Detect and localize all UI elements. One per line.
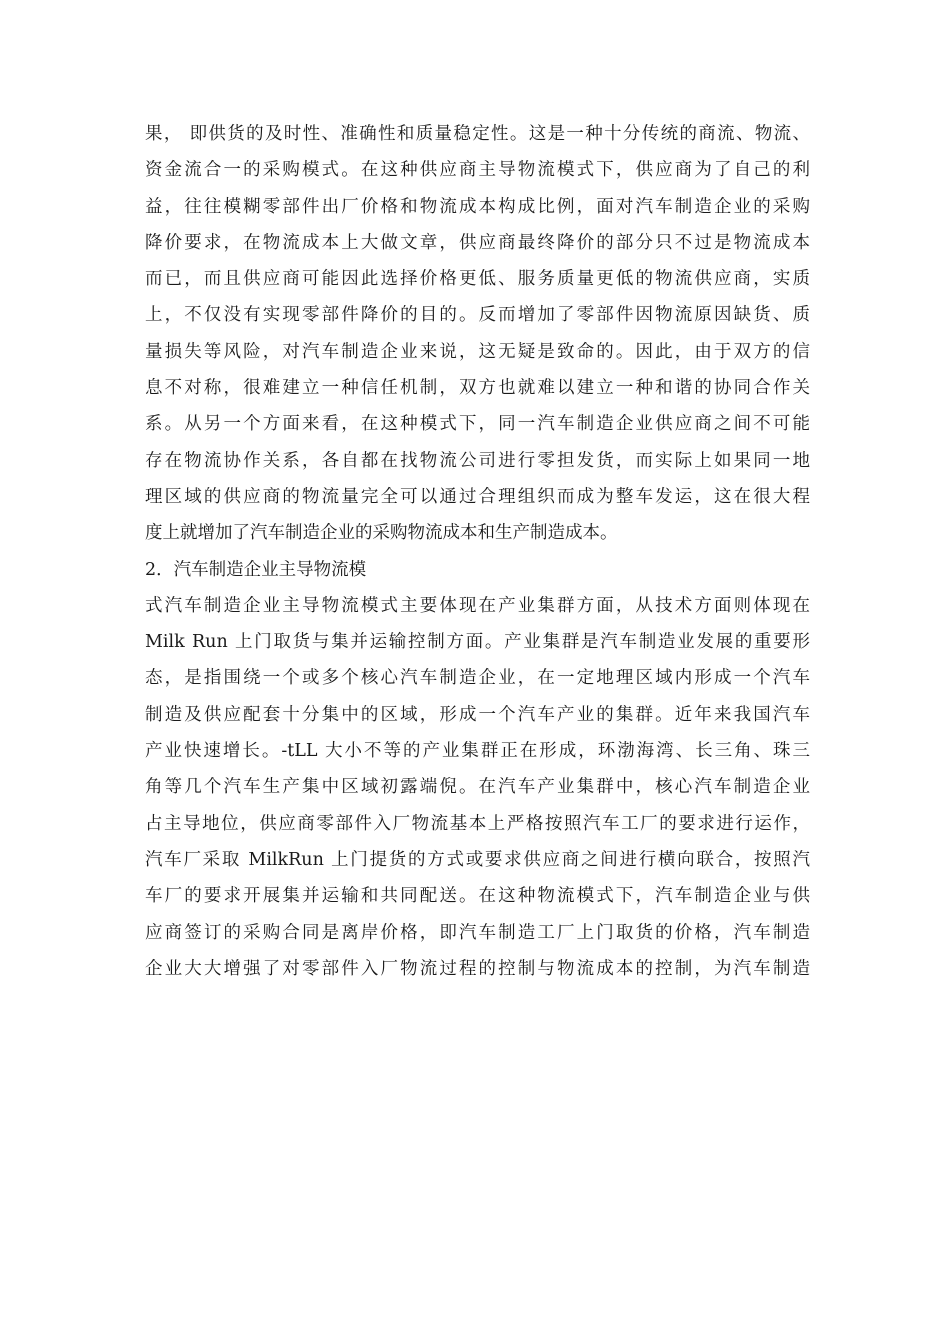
text-line: 制造及供应配套十分集中的区域，形成一个汽车产业的集群。近年来我国汽车 [145, 704, 810, 725]
text-line: 态，是指围绕一个或多个核心汽车制造企业，在一定地理区域内形成一个汽车 [145, 668, 810, 689]
text-line: 应商签订的采购合同是离岸价格，即汽车制造工厂上门取货的价格，汽车制造 [145, 922, 810, 943]
text-line: 占主导地位，供应商零部件入厂物流基本上严格按照汽车工厂的要求进行运作， [145, 813, 810, 834]
text-line: 度上就增加了汽车制造企业的采购物流成本和生产制造成本。 [145, 523, 618, 544]
text-line: 企业大大增强了对零部件入厂物流过程的控制与物流成本的控制，为汽车制造 [145, 958, 810, 979]
document-body [145, 116, 810, 987]
text-line: 果， 即供货的及时性、准确性和质量稳定性。这是一种十分传统的商流、物流、 [145, 124, 810, 144]
text-line: 资金流合一的采购模式。在这种供应商主导物流模式下，供应商为了自己的利 [145, 160, 810, 181]
text-line: 式汽车制造企业主导物流模式主要体现在产业集群方面，从技术方面则体现在 [145, 595, 810, 616]
section-heading: 2．汽车制造企业主导物流模 [145, 559, 367, 580]
text-line: 产业快速增长。-tLL 大小不等的产业集群正在形成，环渤海湾、长三角、珠三 [145, 741, 810, 762]
text-line: 息不对称，很难建立一种信任机制，双方也就难以建立一种和谐的协同合作关 [145, 378, 810, 399]
text-line: 角等几个汽车生产集中区域初露端倪。在汽车产业集群中，核心汽车制造企业 [145, 777, 810, 798]
text-line: 量损失等风险，对汽车制造企业来说，这无疑是致命的。因此，由于双方的信 [145, 341, 810, 362]
text-line: 车厂的要求开展集并运输和共同配送。在这种物流模式下，汽车制造企业与供 [145, 886, 810, 907]
text-line: Milk Run 上门取货与集并运输控制方面。产业集群是汽车制造业发展的重要形 [145, 632, 810, 653]
text-line: 上，不仅没有实现零部件降价的目的。反而增加了零部件因物流原因缺货、质 [145, 305, 810, 326]
text-line: 降价要求，在物流成本上大做文章，供应商最终降价的部分只不过是物流成本 [145, 232, 810, 253]
text-line: 益，往往模糊零部件出厂价格和物流成本构成比例，面对汽车制造企业的采购 [145, 196, 810, 217]
text-line: 而已，而且供应商可能因此选择价格更低、服务质量更低的物流供应商，实质 [145, 269, 810, 290]
text-line: 理区域的供应商的物流量完全可以通过合理组织而成为整车发运，这在很大程 [145, 486, 810, 507]
text-line: 存在物流协作关系，各自都在找物流公司进行零担发货，而实际上如果同一地 [145, 450, 810, 471]
text-line: 系。从另一个方面来看，在这种模式下，同一汽车制造企业供应商之间不可能 [145, 414, 810, 435]
text-line: 汽车厂采取 MilkRun 上门提货的方式或要求供应商之间进行横向联合，按照汽 [145, 849, 810, 870]
